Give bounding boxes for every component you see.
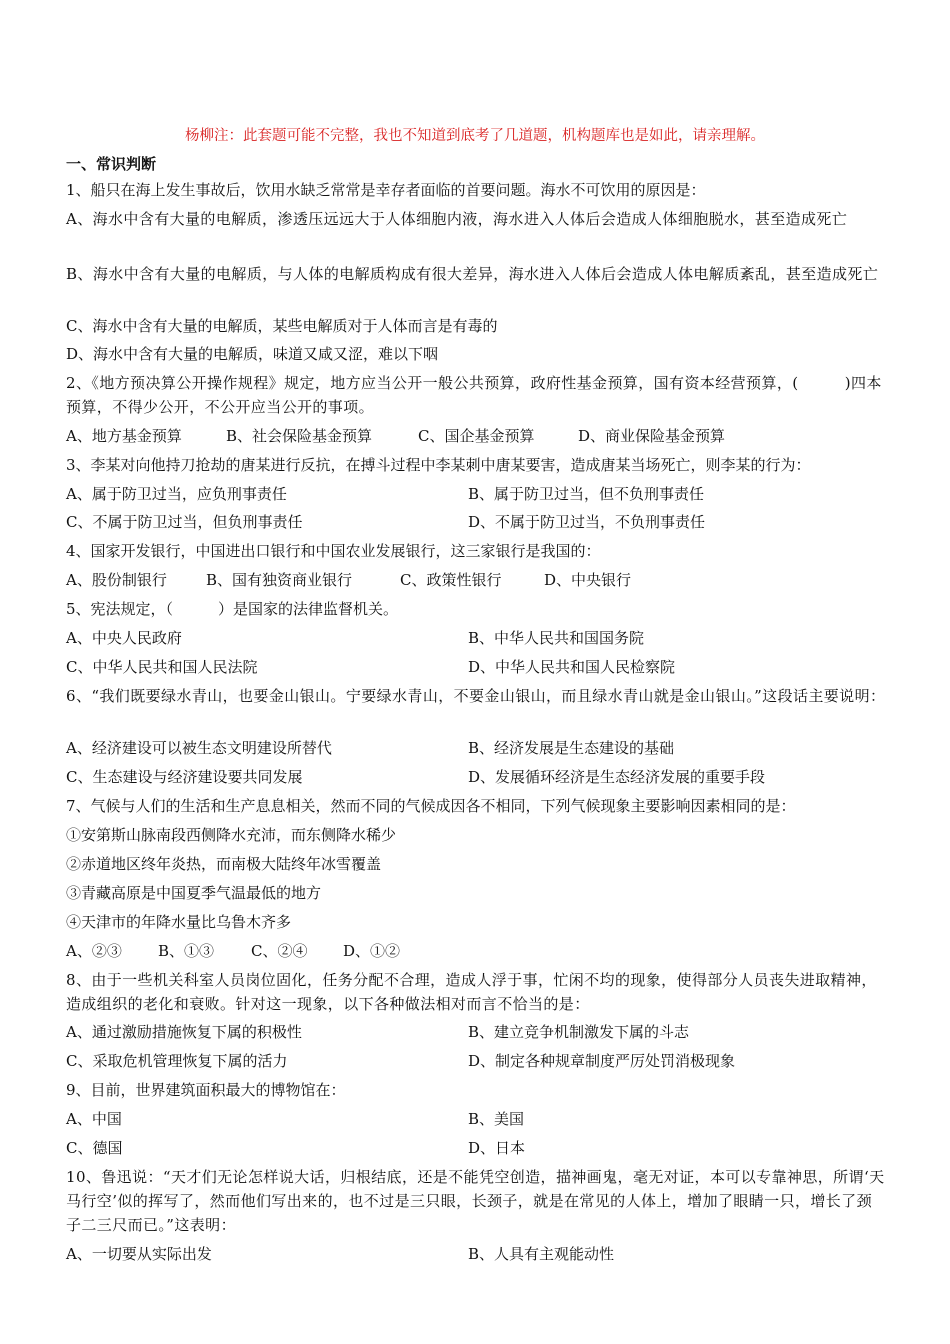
question-8-option-b: B、建立竞争机制激发下属的斗志 bbox=[468, 1023, 690, 1041]
question-5-stem: 5、宪法规定，（ ）是国家的法律监督机关。 bbox=[66, 600, 399, 618]
question-2-stem: 2、《地方预决算公开操作规程》规定，地方应当公开一般公共预算，政府性基金预算，国有资本经营预算，( )四本预算，不得少公开，不公开应当公开的事项。 bbox=[66, 374, 882, 416]
question-6-option-b: B、经济发展是生态建设的基础 bbox=[468, 739, 675, 757]
question-4-option-b: B、国有独资商业银行 bbox=[206, 571, 353, 589]
question-4-option-a: A、股份制银行 bbox=[66, 571, 167, 589]
question-5-option-c: C、中华人民共和国人民法院 bbox=[66, 658, 258, 676]
question-10-option-a: A、一切要从实际出发 bbox=[66, 1245, 212, 1263]
question-2-option-b: B、社会保险基金预算 bbox=[226, 427, 373, 445]
question-9-option-a: A、中国 bbox=[66, 1110, 122, 1128]
question-1-option-c: C、海水中含有大量的电解质，某些电解质对于人体而言是有毒的 bbox=[66, 317, 498, 335]
question-8-option-c: C、采取危机管理恢复下属的活力 bbox=[66, 1052, 288, 1070]
question-4-option-c: C、政策性银行 bbox=[400, 571, 502, 589]
question-1-option-b: B、海水中含有大量的电解质，与人体的电解质构成有很大差异，海水进入人体后会造成人体电解质紊乱，甚至造成死亡 bbox=[66, 265, 879, 283]
question-6-option-d: D、发展循环经济是生态经济发展的重要手段 bbox=[468, 768, 766, 786]
question-7-option-b: B、①③ bbox=[158, 942, 215, 960]
question-7-item-2: ②赤道地区终年炎热，而南极大陆终年冰雪覆盖 bbox=[66, 855, 382, 873]
question-3-option-d: D、不属于防卫过当，不负刑事责任 bbox=[468, 513, 706, 531]
question-7-item-1: ①安第斯山脉南段西侧降水充沛，而东侧降水稀少 bbox=[66, 826, 397, 844]
question-5-option-b: B、中华人民共和国国务院 bbox=[468, 629, 645, 647]
question-7-option-d: D、①② bbox=[343, 942, 401, 960]
question-1-option-d: D、海水中含有大量的电解质，味道又咸又涩，难以下咽 bbox=[66, 345, 439, 363]
question-2-options bbox=[66, 424, 725, 448]
question-5-option-d: D、中华人民共和国人民检察院 bbox=[468, 658, 676, 676]
question-8-option-a: A、通过激励措施恢复下属的积极性 bbox=[66, 1023, 302, 1041]
question-1-stem: 1、船只在海上发生事故后，饮用水缺乏常常是幸存者面临的首要问题。海水不可饮用的原因是： bbox=[66, 181, 706, 199]
question-1-option-a: A、海水中含有大量的电解质，渗透压远远大于人体细胞内液，海水进入人体后会造成人体细胞脱水，甚至造成死亡 bbox=[66, 210, 848, 228]
question-8-option-d: D、制定各种规章制度严厉处罚消极现象 bbox=[468, 1052, 736, 1070]
question-9-option-d: D、日本 bbox=[468, 1139, 526, 1157]
question-9-stem: 9、目前，世界建筑面积最大的博物馆在： bbox=[66, 1081, 346, 1099]
question-2-option-d: D、商业保险基金预算 bbox=[578, 427, 726, 445]
question-5-option-a: A、中央人民政府 bbox=[66, 629, 182, 647]
question-9-option-b: B、美国 bbox=[468, 1110, 525, 1128]
editor-note: 杨柳注：此套题可能不完整，我也不知道到底考了几道题，机构题库也是如此，请亲理解。 bbox=[185, 128, 765, 144]
question-4-option-d: D、中央银行 bbox=[544, 571, 632, 589]
question-4-stem: 4、国家开发银行，中国进出口银行和中国农业发展银行，这三家银行是我国的： bbox=[66, 542, 601, 560]
question-7-stem: 7、气候与人们的生活和生产息息相关，然而不同的气候成因各不相同，下列气候现象主要影响因素相同的是： bbox=[66, 797, 796, 815]
question-8-stem: 8、由于一些机关科室人员岗位固化，任务分配不合理，造成人浮于事，忙闲不均的现象，使得部分人员丧失进取精神，造成组织的老化和衰败。针对这一现象，以下各种做法相对而言不恰当的是： bbox=[66, 971, 877, 1013]
question-3-option-a: A、属于防卫过当，应负刑事责任 bbox=[66, 485, 287, 503]
question-4-options bbox=[66, 568, 631, 592]
question-7-option-c: C、②④ bbox=[251, 942, 308, 960]
question-6-stem: 6、“我们既要绿水青山，也要金山银山。宁要绿水青山，不要金山银山，而且绿水青山就是金山银山。”这段话主要说明： bbox=[66, 687, 886, 705]
question-7-item-4: ④天津市的年降水量比乌鲁木齐多 bbox=[66, 913, 292, 931]
question-6-option-c: C、生态建设与经济建设要共同发展 bbox=[66, 768, 303, 786]
question-3-option-c: C、不属于防卫过当，但负刑事责任 bbox=[66, 513, 303, 531]
question-2-option-a: A、地方基金预算 bbox=[66, 427, 182, 445]
question-7-option-a: A、②③ bbox=[66, 942, 122, 960]
question-2-option-c: C、国企基金预算 bbox=[418, 427, 535, 445]
section-title: 一、常识判断 bbox=[66, 155, 157, 173]
question-10-option-b: B、人具有主观能动性 bbox=[468, 1245, 615, 1263]
question-7-options bbox=[66, 939, 400, 963]
question-10-stem: 10、鲁迅说：“天才们无论怎样说大话，归根结底，还是不能凭空创造，描神画鬼，毫无对证，本可以专靠神思，所谓‘天马行空’似的挥写了，然而他们写出来的，也不过是三只眼，长颈子，就是在常见的人体上，增加了眼睛一只，增长了颈子二三尺而已。”这表明： bbox=[66, 1168, 885, 1234]
question-9-option-c: C、德国 bbox=[66, 1139, 123, 1157]
question-7-item-3: ③青藏高原是中国夏季气温最低的地方 bbox=[66, 884, 322, 902]
question-6-option-a: A、经济建设可以被生态文明建设所替代 bbox=[66, 739, 332, 757]
question-3-option-b: B、属于防卫过当，但不负刑事责任 bbox=[468, 485, 705, 503]
question-3-stem: 3、李某对向他持刀抢劫的唐某进行反抗，在搏斗过程中李某刺中唐某要害，造成唐某当场死亡，则李某的行为： bbox=[66, 456, 811, 474]
